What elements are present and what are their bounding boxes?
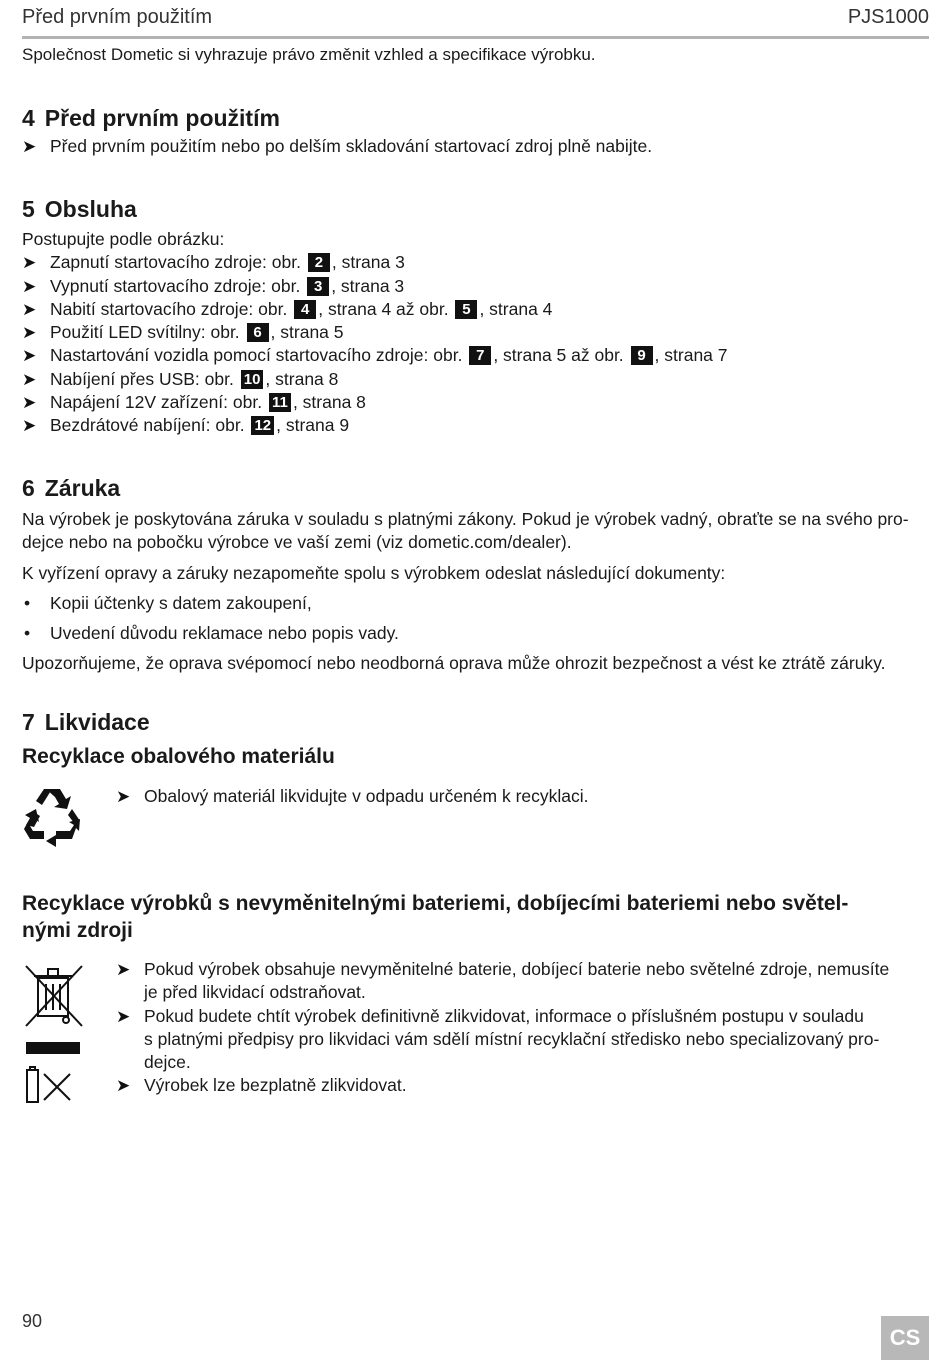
instruction-line: s platnými předpisy pro likvidaci vám sdělí místní recyklační středisko nebo specializovaný pro- [144,1028,880,1049]
section-number: 6 [22,475,35,501]
subsection-title-line: nými zdroji [22,919,133,942]
instruction-line: Pokud budete chtít výrobek definitivně zlikvidovat, informace o příslušném postupu v souladu [144,1005,864,1026]
instruction-line: Pokud výrobek obsahuje nevyměnitelné baterie, dobíjecí baterie nebo světelné zdroje, nemusíte [144,959,890,979]
section-number: 7 [22,709,35,735]
instruction-line: dejce. [144,1052,191,1073]
instruction-line: Výrobek lze bezplatně zlikvidovat. [144,1075,407,1096]
warranty-documents-text: K vyřízení opravy a záruky nezapomeňte spolu s výrobkem odeslat následující dokumenty: [22,562,726,583]
step-item [22,344,929,367]
warranty-documents-list [22,592,929,646]
section-before-first-use [22,104,929,158]
figure-ref: 12 [251,416,274,435]
step-page: , strana 8 [292,392,366,413]
figure-ref: 2 [308,253,330,272]
step-text: Zapnutí startovacího zdroje: obr. [50,252,301,273]
section-heading [22,474,929,502]
step-item [22,298,929,321]
step-item [22,321,929,344]
instruction-item: ➤ Před prvním použitím nebo po delším skladování startovací zdroj plně nabijte. [22,135,929,158]
section-heading [22,708,929,736]
warranty-paragraph-line: dejce nebo na pobočku výrobce ve vaší zemi (viz dometic.com/dealer). [22,532,572,553]
page-number: 90 [22,1311,43,1331]
step-page: , strana 3 [331,275,405,296]
figure-ref: 5 [455,300,477,319]
instruction-line: je před likvidací odstraňovat. [144,982,366,1003]
subsection-title-line: Recyklace výrobků s nevyměnitelnými bateriemi, dobíjecími bateriemi nebo světel- [22,892,849,915]
step-item [22,251,929,274]
step-page: , strana 9 [276,415,350,436]
step-text: Použití LED svítilny: obr. [50,322,240,343]
figure-ref: 10 [241,370,264,389]
section-number: 4 [22,105,35,131]
step-item [22,414,929,437]
instruction-item: ➤ Obalový materiál likvidujte v odpadu určeném k recyklaci. [116,785,929,808]
step-text: Nastartování vozidla pomocí startovacího zdroje: obr. [50,345,463,366]
figure-ref: 6 [247,323,269,342]
step-text: Nabíjení přes USB: obr. [50,368,234,389]
figure-ref: 9 [631,346,653,365]
list-item: • Uvedení důvodu reklamace nebo popis vady. [22,622,929,645]
instruction-item [116,958,929,1005]
section-title: Před prvním použitím [44,105,280,131]
instruction-item [116,1005,929,1075]
figure-ref: 4 [294,300,316,319]
recycling-icon [22,785,86,852]
step-page: , strana 5 [270,322,344,343]
packaging-recycling [22,785,929,849]
warranty-notice: Upozorňujeme, že oprava svépomocí nebo neodborná oprava může ohrozit bezpečnost a vést ke ztrátě záruky. [22,653,886,674]
step-page: , strana 4 až obr. [318,298,449,319]
section-title: Záruka [44,475,121,501]
section-heading [22,195,929,223]
step-page: , strana 4 [479,298,553,319]
instruction-list [116,785,929,808]
instruction-list [116,958,929,1098]
section-disposal [22,708,929,770]
step-text: Nabití startovacího zdroje: obr. [50,298,288,319]
intro-text: Společnost Dometic si vyhrazuje právo změnit vzhled a specifikace výrobku. [22,45,596,64]
section-heading [22,104,929,132]
operation-steps [22,251,929,437]
figure-ref: 3 [307,277,329,296]
weee-icons [22,958,86,1113]
page-header [22,6,929,39]
section-operation [22,195,929,438]
list-item: • Kopii účtenky s datem zakoupení, [22,592,929,615]
header-title: Před prvním použitím [22,6,213,28]
step-item [22,275,929,298]
header-model: PJS1000 [847,6,929,28]
figure-ref: 11 [269,393,291,412]
section-title: Obsluha [44,196,137,222]
weee-bar-icon [26,1042,80,1054]
figure-ref: 7 [469,346,491,365]
step-page: , strana 8 [265,368,339,389]
step-item [22,368,929,391]
language-badge: CS [881,1316,929,1360]
battery-cross-icon [27,1067,70,1102]
step-page: , strana 5 až obr. [493,345,624,366]
battery-recycling-heading [22,890,929,944]
section-title: Likvidace [44,709,150,735]
instruction-list [22,135,929,158]
section-number: 5 [22,196,35,222]
step-item [22,391,929,414]
battery-recycling [22,958,929,1108]
step-page: , strana 7 [654,345,728,366]
step-text: Vypnutí startovacího zdroje: obr. [50,275,301,296]
instruction-item [116,1074,929,1097]
step-text: Napájení 12V zařízení: obr. [50,392,263,413]
section-warranty [22,474,929,676]
step-text: Bezdrátové nabíjení: obr. [50,415,245,436]
operation-lead: Postupujte podle obrázku: [22,229,225,249]
crossed-bin-icon [26,966,82,1026]
subsection-title: Recyklace obalového materiálu [22,745,335,768]
step-page: , strana 3 [331,252,405,273]
warranty-paragraph-line: Na výrobek je poskytována záruka v souladu s platnými zákony. Pokud je výrobek vadný, obraťte se na svého pro- [22,509,909,529]
